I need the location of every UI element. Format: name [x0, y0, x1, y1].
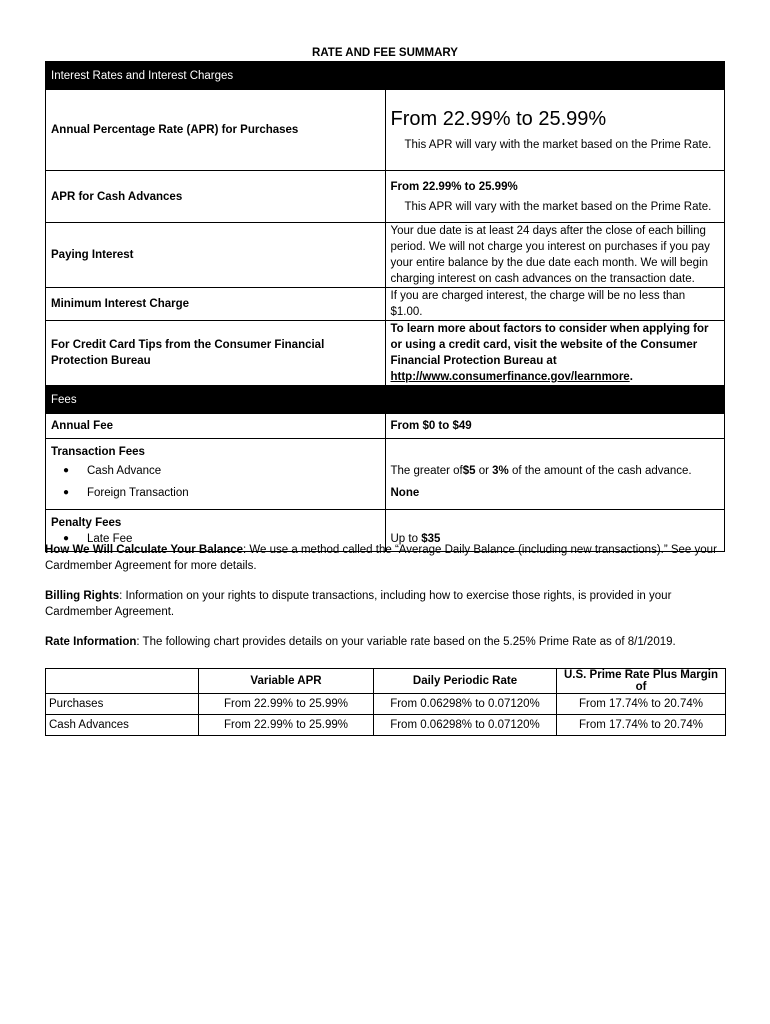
transaction-fees-cell: [46, 439, 386, 510]
rates-cell: From 0.06298% to 0.07120%: [374, 715, 557, 736]
bullet-dot-icon: ●: [63, 487, 70, 498]
cfpb-cell: [385, 321, 725, 386]
foreign-transaction-label: Foreign Transaction: [87, 487, 189, 499]
balance-paragraph: [45, 542, 725, 574]
billing-rights-text: : Information on your rights to dispute transactions, including how to exercise those rights, is provided in your Cardmember Agreement.: [45, 590, 672, 618]
rates-row-label: Cash Advances: [46, 715, 199, 736]
bullet-dot-icon: ●: [63, 533, 70, 544]
section-header-interest: [46, 62, 725, 90]
cash-advance-label: Cash Advance: [87, 465, 162, 477]
rates-header-prime-margin: U.S. Prime Rate Plus Margin of: [557, 669, 726, 694]
cfpb-text: To learn more about factors to consider when applying for or using a credit card, visit the website of the Consumer Financial Protection Bureau at: [390, 323, 709, 367]
rate-information-text: : The following chart provides details on your variable rate based on the 5.25% Prime Rate as of 8/1/2019.: [136, 636, 676, 648]
cash-advance-fee: [391, 460, 720, 482]
penalty-fees-label: Penalty Fees: [51, 517, 122, 529]
row-apr-purchases: [46, 90, 725, 171]
apr-cash-cell: [385, 171, 725, 223]
rates-cell: From 22.99% to 25.99%: [199, 694, 374, 715]
rates-header-daily-periodic: Daily Periodic Rate: [374, 669, 557, 694]
rates-header-blank: [46, 669, 199, 694]
cfpb-label: For Credit Card Tips from the Consumer Financial Protection Bureau: [46, 321, 386, 386]
section-header-label: Interest Rates and Interest Charges: [46, 62, 725, 90]
apr-purchases-label: Annual Percentage Rate (APR) for Purchases: [46, 90, 386, 171]
cfpb-link[interactable]: http://www.consumerfinance.gov/learnmore: [390, 371, 630, 383]
billing-rights-heading: Billing Rights: [45, 590, 120, 602]
billing-rights-paragraph: [45, 588, 725, 620]
row-min-interest: [46, 288, 725, 321]
table-row: [46, 715, 726, 736]
rates-header-variable-apr: Variable APR: [199, 669, 374, 694]
row-paying-interest: [46, 223, 725, 288]
rates-cell: From 17.74% to 20.74%: [557, 715, 726, 736]
rates-header-row: [46, 669, 726, 694]
apr-purchases-cell: [385, 90, 725, 171]
min-interest-label: Minimum Interest Charge: [46, 288, 386, 321]
row-cfpb: [46, 321, 725, 386]
apr-cash-value: From 22.99% to 25.99%: [390, 180, 518, 193]
apr-cash-note: This APR will vary with the market based on the Prime Rate.: [404, 200, 712, 213]
rate-information-table: [45, 668, 726, 736]
min-interest-text: If you are charged interest, the charge will be no less than $1.00.: [385, 288, 725, 321]
apr-purchases-note: This APR will vary with the market based on the Prime Rate.: [404, 139, 712, 151]
row-transaction-fees: [46, 439, 725, 510]
cfpb-period: .: [629, 371, 633, 383]
apr-purchases-value: From 22.99% to 25.99%: [390, 108, 607, 130]
annual-fee-label: Annual Fee: [46, 414, 386, 439]
document-title: RATE AND FEE SUMMARY: [312, 47, 458, 59]
cash-fee-pre: The greater of: [390, 465, 463, 477]
cash-fee-mid: or: [475, 465, 493, 477]
balance-text: : We use a method called the “Average Daily Balance (including new transactions).” See your Cardmember Agreement for more details.: [45, 544, 717, 572]
section-header-fees: [46, 386, 725, 414]
late-fee-label: Late Fee: [87, 533, 133, 545]
transaction-fees-values: [385, 439, 725, 510]
rate-fee-summary-table: [45, 61, 725, 552]
foreign-transaction-fee: None: [390, 487, 420, 499]
rate-information-paragraph: [45, 634, 725, 650]
bullet-cash-advance: [51, 460, 380, 482]
table-row: [46, 694, 726, 715]
transaction-fees-label: Transaction Fees: [51, 446, 145, 458]
late-fee-amount: $35: [421, 533, 441, 545]
bullet-dot-icon: ●: [63, 465, 70, 476]
balance-heading: How We Will Calculate Your Balance: [45, 544, 244, 556]
annual-fee-value: From $0 to $49: [385, 414, 725, 439]
paying-interest-text: Your due date is at least 24 days after the close of each billing period. We will not charge you interest on purchases if you pay your entire balance by the due date each month. We will begin charging interest on cash advances on the transaction date.: [385, 223, 725, 288]
rate-information-heading: Rate Information: [45, 636, 137, 648]
paying-interest-label: Paying Interest: [46, 223, 386, 288]
late-fee-pre: Up to: [390, 533, 422, 545]
cash-fee-amount: $5: [462, 465, 476, 477]
rates-cell: From 17.74% to 20.74%: [557, 694, 726, 715]
bullet-foreign-transaction: [51, 482, 380, 504]
row-annual-fee: [46, 414, 725, 439]
rates-cell: From 0.06298% to 0.07120%: [374, 694, 557, 715]
cash-fee-post: of the amount of the cash advance.: [508, 465, 692, 477]
apr-cash-label: APR for Cash Advances: [46, 171, 386, 223]
cash-fee-percent: 3%: [492, 465, 509, 477]
row-apr-cash: [46, 171, 725, 223]
rates-row-label: Purchases: [46, 694, 199, 715]
section-header-fees-label: Fees: [46, 386, 725, 414]
rates-cell: From 22.99% to 25.99%: [199, 715, 374, 736]
